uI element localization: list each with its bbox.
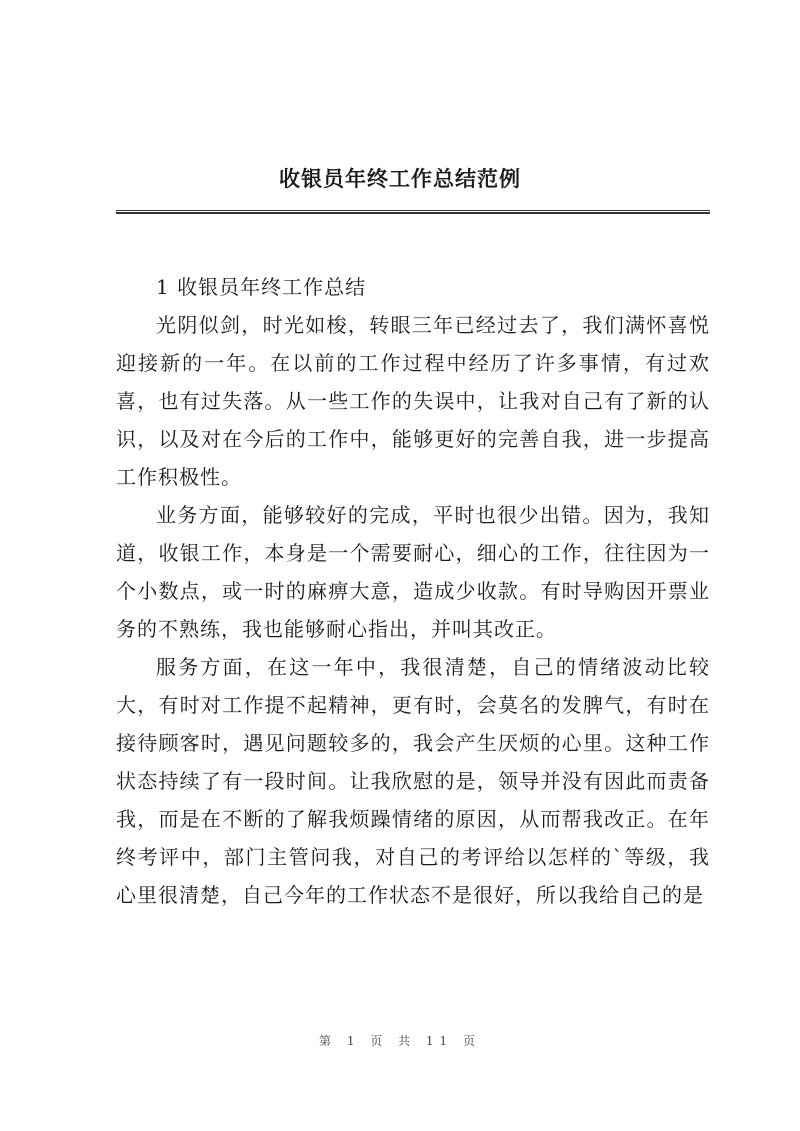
title-divider [116, 210, 710, 214]
document-body [116, 268, 710, 914]
page-number-footer: 第 1 页 共 11 页 [319, 1034, 481, 1048]
paragraph: 光阴似剑，时光如梭，转眼三年已经过去了，我们满怀喜悦迎接新的一年。在以前的工作过程中经历了许多事情，有过欢喜，也有过失落。从一些工作的失误中，让我对自己有了新的认识，以及对在今后的工作中，能够更好的完善自我，进一步提高工作积极性。 [116, 313, 710, 489]
paragraph: 业务方面，能够较好的完成，平时也很少出错。因为，我知道，收银工作，本身是一个需要耐心，细心的工作，往往因为一个小数点，或一时的麻痹大意，造成少收款。有时导购因开票业务的不熟练，我也能够耐心指出，并叫其改正。 [116, 503, 710, 641]
paragraph: 服务方面，在这一年中，我很清楚，自己的情绪波动比较大，有时对工作提不起精神，更有时，会莫名的发脾气，有时在接待顾客时，遇见问题较多的，我会产生厌烦的心里。这种工作状态持续了有一段时间。让我欣慰的是，领导并没有因此而责备我，而是在不断的了解我烦躁情绪的原因，从而帮我改正。在年终考评中，部门主管问我，对自己的考评给以怎样的`等级，我心里很清楚，自己今年的工作状态不是很好，所以我给自己的是 [116, 655, 710, 907]
section-heading: 1 收银员年终工作总结 [156, 275, 367, 299]
document-title: 收银员年终工作总结范例 [279, 166, 521, 191]
